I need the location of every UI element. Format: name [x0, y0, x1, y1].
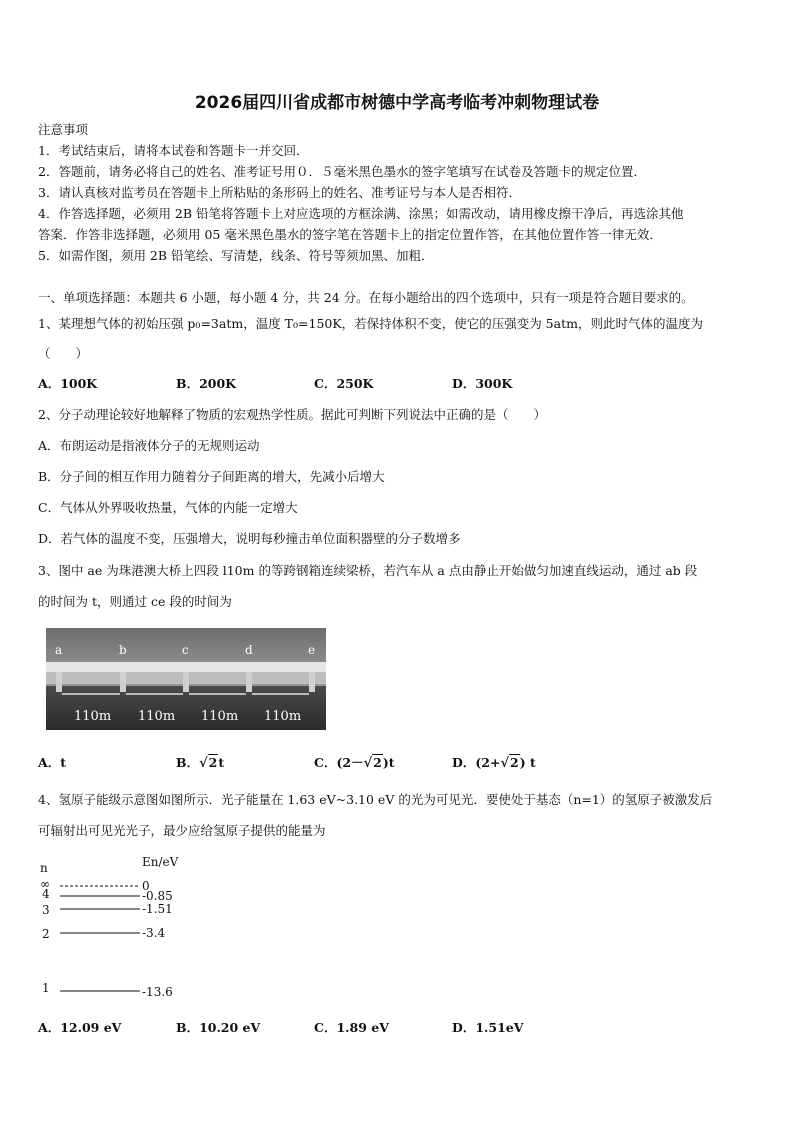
sqrt-symbol: √2: [500, 755, 519, 771]
point-a: a: [55, 643, 63, 657]
q3-stem-line1: 3、图中 ae 为珠港澳大桥上四段 l10m 的等跨钢箱连续梁桥，若汽车从 a 点由静止开始做匀加速直线运动，通过 ab 段: [38, 563, 698, 578]
q4-stem-line2: 可辐射出可见光光子，最少应给氢原子提供的能量为: [38, 823, 326, 838]
q2-option-d: D．若气体的温度不变，压强增大，说明每秒撞击单位面积器壁的分子数增多: [38, 531, 461, 546]
q3-option-d-radicand: 2: [509, 755, 519, 770]
q3-option-b: [176, 755, 224, 772]
axis-n-label: n: [40, 861, 48, 875]
q3-option-c-prefix: C．(2－: [314, 755, 364, 770]
bridge-pier-4: [246, 672, 252, 692]
q3-option-d-prefix: D．(2+: [452, 755, 501, 770]
q1-stem: 1、某理想气体的初始压强 p₀=3atm，温度 T₀=150K，若保持体积不变，使它的压强变为 5atm，则此时气体的温度为: [38, 316, 703, 331]
span-label-4: 110m: [264, 709, 302, 724]
q4-option-b: B．10.20 eV: [176, 1020, 261, 1035]
q3-option-b-suffix: t: [218, 755, 225, 770]
q4-option-c: C．1.89 eV: [314, 1020, 389, 1035]
span-label-1: 110m: [74, 709, 112, 724]
section-heading: 一、单项选择题：本题共 6 小题，每小题 4 分，共 24 分。在每小题给出的四个选项中，只有一项是符合题目要求的。: [38, 290, 694, 305]
bridge-pier-1: [56, 672, 62, 692]
level-e-2: -3.4: [142, 926, 166, 940]
q3-option-c: [314, 755, 395, 772]
q2-option-c: C．气体从外界吸收热量，气体的内能一定增大: [38, 500, 298, 515]
notice-heading: 注意事项: [38, 122, 89, 137]
bridge-pier-3: [183, 672, 189, 692]
q1-option-d: D．300K: [452, 376, 513, 391]
q1-blank: （ ）: [38, 346, 89, 361]
span-label-2: 110m: [138, 709, 176, 724]
bridge-figure: [46, 628, 326, 730]
level-n-inf: ∞: [40, 877, 50, 891]
q1-option-a: A．100K: [38, 376, 98, 391]
q4-option-a: A．12.09 eV: [38, 1020, 122, 1035]
page-title: 2026届四川省成都市树德中学高考临考冲刺物理试卷: [194, 93, 600, 113]
q3-stem-line2: 的时间为 t，则通过 ce 段的时间为: [38, 594, 232, 609]
notice-item-1: 1．考试结束后，请将本试卷和答题卡一并交回．: [38, 143, 309, 158]
bridge-pier-5: [309, 672, 315, 692]
level-n-2: 2: [42, 927, 50, 941]
q2-stem: 2、分子动理论较好地解释了物质的宏观热学性质。据此可判断下列说法中正确的是（ ）: [38, 407, 546, 422]
span-label-3: 110m: [201, 709, 239, 724]
sqrt-symbol: √2: [199, 755, 218, 771]
q3-option-c-suffix: )t: [382, 755, 395, 770]
sqrt-symbol: √2: [363, 755, 382, 771]
notice-item-3: 3．请认真核对监考员在答题卡上所粘贴的条形码上的姓名、准考证号与本人是否相符．: [38, 185, 521, 200]
notice-item-4: 4．作答选择题，必须用 2B 铅笔将答题卡上对应选项的方框涂满、涂黑；如需改动，请用橡皮擦干净后，再选涂其他: [38, 206, 684, 221]
bridge-pier-2: [120, 672, 126, 692]
point-c: c: [182, 643, 189, 657]
notice-item-4-cont: 答案．作答非选择题，必须用 05 毫米黑色墨水的签字笔在答题卡上的指定位置作答，在其他位置作答一律无效．: [38, 227, 662, 242]
level-n-3: 3: [42, 903, 50, 917]
q2-option-b: B．分子间的相互作用力随着分子间距离的增大，先减小后增大: [38, 469, 385, 484]
q2-option-a: A．布朗运动是指液体分子的无规则运动: [38, 438, 260, 453]
q3-option-d-suffix: ) t: [519, 755, 536, 770]
q4-option-d: D．1.51eV: [452, 1020, 524, 1035]
point-d: d: [245, 643, 253, 657]
axis-energy-label: En/eV: [142, 855, 179, 869]
level-e-1: -13.6: [142, 985, 173, 999]
notice-item-5: 5．如需作图，须用 2B 铅笔绘、写清楚，线条、符号等须加黑、加粗．: [38, 248, 434, 263]
q3-option-b-prefix: B．: [176, 755, 200, 770]
notice-item-2: 2．答题前，请务必将自己的姓名、准考证号用０．５毫米黑色墨水的签字笔填写在试卷及答题卡的规定位置．: [38, 164, 646, 179]
bridge-deck: [46, 662, 326, 672]
level-e-3: -1.51: [142, 902, 173, 916]
q3-option-b-radicand: 2: [208, 755, 218, 770]
q3-option-c-radicand: 2: [373, 755, 382, 770]
energy-level-diagram: [38, 852, 198, 1002]
level-n-1: 1: [42, 981, 50, 995]
point-b: b: [119, 643, 127, 657]
level-n-4: 4: [42, 887, 50, 901]
q3-option-a: A．t: [38, 755, 66, 770]
q4-stem-line1: 4、氢原子能级示意图如图所示．光子能量在 1.63 eV~3.10 eV 的光为可见光．要使处于基态（n=1）的氢原子被激发后: [38, 792, 713, 807]
q1-option-b: B．200K: [176, 376, 237, 391]
q3-option-d: [452, 755, 536, 772]
level-e-4: -0.85: [142, 889, 173, 903]
q1-option-c: C．250K: [314, 376, 374, 391]
point-e: e: [308, 643, 316, 657]
level-e-inf: 0: [142, 879, 150, 893]
